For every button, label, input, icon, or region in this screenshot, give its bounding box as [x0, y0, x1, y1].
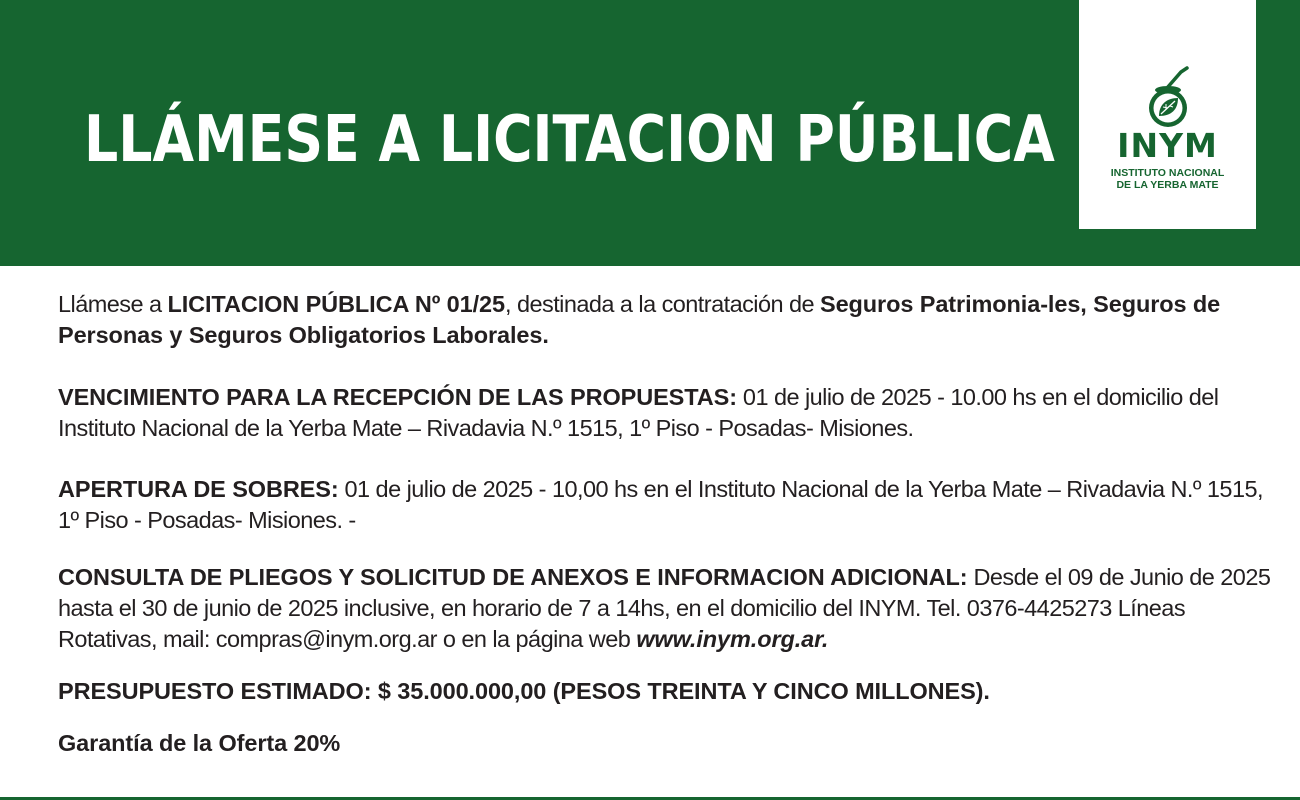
- page-title: LLÁMESE A LICITACION PÚBLICA: [84, 103, 1055, 177]
- inym-logo: [1079, 0, 1256, 229]
- paragraph-call: [58, 289, 1273, 351]
- budget-text: PRESUPUESTO ESTIMADO: $ 35.000.000,00 (PESOS TREINTA Y CINCO MILLONES).: [58, 678, 990, 704]
- yerba-mate-gourd-icon: [1137, 66, 1199, 130]
- deadline-text: 01 de julio de 2025 - 10.00 hs en el domicilio del Instituto Nacional de la Yerba Mate – Rivadavia N.º 1515, 1º Piso - Posadas- Misiones.: [58, 384, 1219, 441]
- call-lead: Llámese a: [58, 291, 168, 317]
- website-link[interactable]: www.inym.org.ar.: [636, 626, 829, 652]
- paragraph-deadline: [58, 382, 1273, 444]
- guarantee-text: Garantía de la Oferta 20%: [58, 730, 341, 756]
- call-mid: , destinada a la contratación de: [505, 291, 820, 317]
- logo-subtitle-line2: DE LA YERBA MATE: [1116, 179, 1219, 191]
- opening-text: 01 de julio de 2025 - 10,00 hs en el Instituto Nacional de la Yerba Mate – Rivadavia N.º 1515, 1º Piso - Posadas- Misiones. -: [58, 476, 1263, 533]
- paragraph-budget: [58, 676, 1273, 707]
- paragraph-guarantee: [58, 728, 1273, 759]
- tender-subject: Seguros Patrimonia-les, Seguros de Personas y Seguros Obligatorios Laborales.: [58, 291, 1221, 348]
- header-banner: [0, 0, 1300, 266]
- consultation-text: Desde el 09 de Junio de 2025 hasta el 30 de junio de 2025 inclusive, en horario de 7 a 14hs, en el domicilio del INYM. Tel. 0376-4425273 Líneas Rotativas, mail: compras@inym.org.ar o en la página web: [58, 564, 1271, 652]
- paragraph-consultation: [58, 562, 1273, 655]
- paragraph-opening: [58, 474, 1273, 536]
- opening-label: APERTURA DE SOBRES:: [58, 476, 339, 502]
- tender-number: LICITACION PÚBLICA Nº 01/25: [167, 291, 505, 317]
- consultation-label: CONSULTA DE PLIEGOS Y SOLICITUD DE ANEXOS E INFORMACION ADICIONAL:: [58, 564, 968, 590]
- logo-subtitle-line1: INSTITUTO NACIONAL: [1110, 167, 1225, 179]
- logo-wordmark: INYM: [1117, 126, 1218, 165]
- deadline-label: VENCIMIENTO PARA LA RECEPCIÓN DE LAS PROPUESTAS:: [58, 384, 737, 410]
